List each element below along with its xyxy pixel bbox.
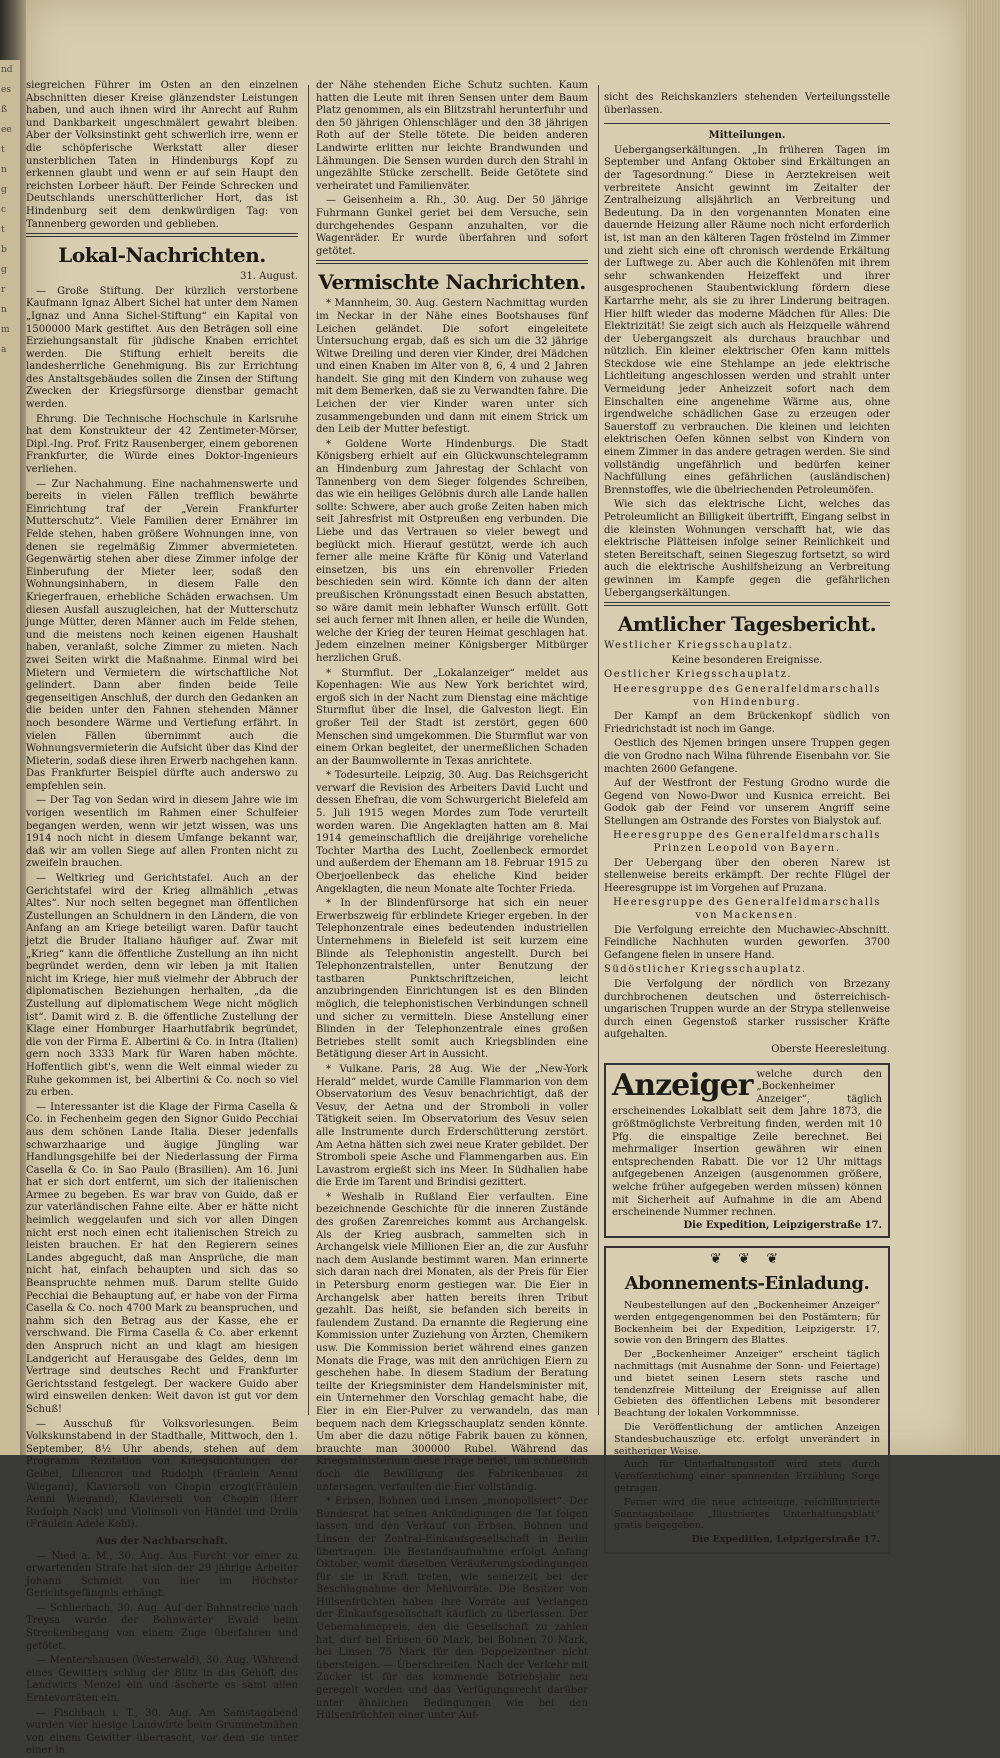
left-page-fragment: n bbox=[0, 160, 20, 180]
article-paragraph: — Große Stiftung. Der kürzlich verstorbene Kaufmann Ignaz Albert Sichel hat unter dem Namen „Ignaz und Anna Sichel-Stiftung“ ein Kapital von 1500000 Mark gestiftet. Aus den Beträgen soll eine Erziehungsanstalt für jüdische Knaben errichtet werden. Die Stiftung erhielt bereits die landesherrliche Genehmigung. Bis zur Errichtung des Anstaltsgebäudes sollen die Zinsen der Stiftung Zwecken der Kriegsfürsorge dienstbar gemacht werden. bbox=[26, 286, 298, 412]
article-paragraph: * Goldene Worte Hindenburgs. Die Stadt Königsberg erhielt auf ein Glückwunschtelegramm an Hindenburg zum Jahrestag der Schlacht von Tannenberg von dem Sieger folgendes Schreiben, das wie ein heiliges Gelöbnis durch alle Lande hallen sollte: Schwere, aber auch große Zeiten haben mich seit Jahresfrist mit Ostpreußen eng verbunden. Die Liebe und das Vertrauen so vieler bewegt und beglückt mich. Hierauf gestützt, werde ich auch ferner alle meine Kräfte für König und Vaterland einsetzen, bis uns ein ehrenvoller Frieden beschieden sein wird. Könnte ich dann der alten preußischen Krönungsstadt einen Besuch abstatten, so wäre damit mein lebhafter Wunsch erfüllt. Gott sei auch ferner mit Ihnen allen, er heile die Wunden, welche der Krieg der teuren Heimat geschlagen hat. Jedem einzelnen meiner Königsberger Mitbürger herzlichen Gruß. bbox=[316, 439, 588, 666]
lokal-date: 31. August. bbox=[26, 271, 298, 284]
abo-text bbox=[614, 1300, 880, 1532]
abo-paragraph: Ferner wird die neue achtseitige, reichillustrierte Sonntagsbeilage „Illustriertes Unterhaltungsblatt“ gratis beigegeben. bbox=[614, 1497, 880, 1532]
article-paragraph: * Vulkane. Paris, 28 Aug. Wie der „New-York Herald“ meldet, wurde Camille Flammarion von dem Observatorium des Vesuv benachrichtigt, daß der Vesuv, der Aetna und der Stromboli in voller Tätigkeit seien. Im Observatorium des Vesuv seien alle Instrumente durch Erderschütterung zerstört. Am Aetna hätten sich zwei neue Krater gebildet. Der Stromboli speie Asche und Flammengarben aus. Ein Lavastrom ergießt sich ins Meer. In Südhalien habe die Erde im Tarent und Brindisi gezittert. bbox=[316, 1064, 588, 1190]
article-paragraph: — Zur Nachahmung. Eine nachahmenswerte und bereits in vielen Fällen trefflich bewährte Einrichtung traf der „Verein Frankfurter Mutterschutz“. Viele Familien derer Ernährer im Felde stehen, haben größere Wohnungen inne, von denen sie regelmäßig Zimmer abvermieteten. Gegenwärtig stehen aber diese Zimmer infolge der Einberufung der Mieter leer, sodaß den Wohnungsinhabern, in diesem Falle den Kriegerfrauen, erhebliche Schäden erwachsen. Um diesen Ausfall auszugleichen, hat der Mutterschutz junge Mütter, deren Männer auch im Felde stehen, und die meistens noch keinen eigenen Haushalt haben, veranlaßt, solche Zimmer zu mieten. Nach zwei Seiten wirkt die Maßnahme. Einmal wird bei Mietern und Vermietern die wirtschaftliche Not gelindert. Dann aber finden beide Teile gegenseitigen Anschluß, der durch den Gedanken an die beiden unter den Fahnen stehenden Männer noch besondere Wärme und Vertiefung erfährt. In vielen Fällen übernimmt auch die Wohnungsvermieterin die Aufsicht über das Kind der Mieterin, sodaß diese ihren Erwerb nachgehen kann. Das Frankfurter Beispiel dürfte auch anderswo zu empfehlen sein. bbox=[26, 479, 298, 794]
report-line: Keine besonderen Ereignisse. bbox=[604, 655, 890, 668]
vermischte-heading: Vermischte Nachrichten. bbox=[316, 270, 588, 294]
tagesbericht-text bbox=[604, 640, 890, 1056]
abo-paragraph: Auch für Unterhaltungsstoff wird stets durch Veröffentlichung einer spannenden Erzählung Sorge getragen. bbox=[614, 1459, 880, 1494]
left-page-fragment: c bbox=[0, 200, 20, 220]
report-line: Oberste Heeresleitung. bbox=[604, 1044, 890, 1057]
abo-paragraph: Der „Bockenheimer Anzeiger“ erscheint täglich nachmittags (mit Ausnahme der Sonn- und Feiertage) und bietet seinen Lesern stets rasche und tendenzfreie Mitteilung der Ereignisse auf allen Gebieten des öffentlichen Lebens mit besonderer Beachtung der lokalen Vorkommnisse. bbox=[614, 1349, 880, 1420]
column-1 bbox=[26, 80, 298, 1410]
article-paragraph: * Sturmflut. Der „Lokalanzeiger“ meldet aus Kopenhagen: Wie aus New York berichtet wird, ergoß sich in der Nacht zum Dienstag eine mächtige Sturmflut über die Insel, die Galveston liegt. Ein großer Teil der Stadt ist zerstört, gegen 600 Menschen sind umgekommen. Die Sturmflut war von einem Orkan begleitet, der unermeßlichen Schaden an der Baumwollernte in Texas anrichtete. bbox=[316, 668, 588, 769]
article-paragraph: — Schlierbach, 30. Aug. Auf der Bahnstrecke nach Treysa wurde der Bohnwärter Ewald beim Streckenbegang von einem Zuge überfahren und getötet. bbox=[26, 1603, 298, 1653]
left-page-fragment: nd bbox=[0, 60, 20, 80]
lokal-articles bbox=[26, 286, 298, 1532]
left-page-edge bbox=[0, 60, 20, 1455]
left-page-fragment: b bbox=[0, 240, 20, 260]
article-paragraph: * Todesurteile. Leipzig, 30. Aug. Das Reichsgericht verwarf die Revision des Arbeiters David Lucht und dessen Ehefrau, die vom Schwurgericht Bielefeld am 5. Juli 1915 wegen Mordes zum Tode verurteilt worden waren. Die Angeklagten hatten am 8. Mai 1914 gemeinschaftlich die dreijährige voreheliche Tochter Martha des Lucht, Zoellenbeck ermordet und außerdem der Ehemann am 18. Februar 1915 zu Oberjoellenbeck das eheliche Kind beider Angeklagten, die neun Monate alte Tochter Frieda. bbox=[316, 770, 588, 896]
report-line: Auf der Westfront der Festung Grodno wurde die Gegend von Nowo-Dwor und Kusnica erreicht. Bei Godok gab der Feind vor unserem Angriff seine Stellungen am Ostrande des Forstes von Bialystok auf. bbox=[604, 778, 890, 828]
left-page-fragment: n bbox=[0, 300, 20, 320]
left-page-fragment: ee bbox=[0, 120, 20, 140]
report-line: Oestlich des Njemen bringen unsere Truppen gegen die von Grodno nach Wilna führende Eisenbahn vor. Sie machten 2600 Gefangene. bbox=[604, 738, 890, 776]
nachbarschaft-articles bbox=[26, 1551, 298, 1758]
left-page-fragment: ß bbox=[0, 100, 20, 120]
report-line: Die Verfolgung erreichte den Muchawiec-Abschnitt. Feindliche Nachhuten wurden geworfen. 3700 Gefangene fielen in unsere Hand. bbox=[604, 925, 890, 963]
abo-heading: Abonnements-Einladung. bbox=[614, 1272, 880, 1296]
col2-intro: der Nähe stehenden Eiche Schutz suchten. Kaum hatten die Leute mit ihren Sensen unter dem Baum Platz genommen, als ein Blitzstrahl herunterfuhr und den 50 jährigen Ohlenschläger und den 38 jährigen Roth auf der Stelle tötete. Die beiden anderen Landwirte erlitten nur leichte Brandwunden und Lähmungen. Die Sensen wurden durch den Strahl in ungezählte Stücke zerschellt. Beide Getötete sind verheiratet und Familienväter. bbox=[316, 80, 588, 193]
ornament: ❦ ❦ ❦ bbox=[614, 1254, 880, 1266]
column-rule bbox=[598, 85, 599, 1415]
col3-intro: sicht des Reichskanzlers stehenden Verteilungsstelle überlassen. bbox=[604, 92, 890, 117]
left-page-fragment: t bbox=[0, 140, 20, 160]
abo-paragraph: Neubestellungen auf den „Bockenheimer Anzeiger“ werden entgegengenommen bei den Postämtern; für Bockenheim bei der Expedition, Leipzigerstr. 17, sowie von den Bringern des Blattes. bbox=[614, 1300, 880, 1347]
article-paragraph: * Erbsen, Bohnen und Linsen „monopolisiert“. Der Bundesrat hat seinen Ankündigungen die Tat folgen lassen und den Verkauf von Erbsen, Bohnen und Linsen der Zentral-Einkaufsgesellschaft in Berlin übertragen. Die Bestandsaufnahme erfolgt Anfang Oktober, womit dieselben Veräußerungsbedingungen für sie in Kraft treten, wie seinerzeit bei der Beschlagnahme der Mehlvorräte. Die Besitzer von Hülsenfrüchten haben ihre Vorräte auf Verlangen der Einkaufsgesellschaft käuflich zu überlassen. Der Uebernahmepreis, den die Gesellschaft zu zahlen hat, darf bei Erbsen 60 Mark, bei Bohnen 70 Mark, bei Linsen 75 Mark für den Doppelzentner nicht übersteigen. — Überschreiten. Nach der Verkehr mit Zucker ist für das kommende Betriebsjahr neu geregelt worden und das Verfügungsrecht darüber unter ähnlichen Bedingungen wie bei den Hülsenfrüchten einer unter Auf- bbox=[316, 1496, 588, 1723]
article-paragraph: * In der Blindenfürsorge hat sich ein neuer Erwerbszweig für erblindete Krieger ergeben. In der Telephonzentrale eines bedeutenden industriellen Unternehmens in Bielefeld ist seit kurzem eine Blinde als Telephonistin angestellt. Durch bei Telephonzentralstellen, unter Benutzung der tastbaren Punktschriftzeichen, leicht anzubringenden Einrichtungen ist es den Blinden möglich, die telephonistischen Verbindungen schnell und sicher zu vermitteln. Diese Anstellung einer Blinden in der Telephonzentrale eines großen Betriebes stellt somit auch Kriegsblinden eine Betätigung dieser Art in Aussicht. bbox=[316, 898, 588, 1062]
nachbarschaft-heading: Aus der Nachbarschaft. bbox=[26, 1536, 298, 1549]
article-paragraph: * Weshalb in Rußland Eier verfaulten. Eine bezeichnende Geschichte für die inneren Zustände des großen Zarenreiches kommt aus Archangelsk. Als der Krieg ausbrach, sammelten sich in Archangelsk viele Millionen Eier an, die zur Ausfuhr nach dem Auslande bestimmt waren. Man erinnerte sich daran nach drei Monaten, als der Preis für Eier in Petersburg enorm gestiegen war. Die Eier in Archangelsk aber hatten bereits ihren Tribut gezahlt. Das heißt, sie befanden sich bereits in faulendem Zustand. Da ernannte die Regierung eine Kommission unter Zuziehung von Ärzten, Chemikern usw. Die Kommission beriet während eines ganzen Monats die Frage, was mit den anrüchigen Eiern zu geschehen habe. In diesem Stadium der Beratung teilte der Kriegsminister dem Handelsminister mit, ein Unternehmer den Vorschlag gemacht habe, die Eier in ein Eier-Pulver zu verwandeln, das man bequem nach dem Kriegsschauplatz senden könnte. Um aber die dazu nötige Fabrik bauen zu können, brauchte man 300000 Rubel. Während das Kriegsministerium diese Frage beriet, um schließlich doch die Bewilligung des Fabrikenbaues zu untersagen, verfaulten die Eier vollständig. bbox=[316, 1192, 588, 1494]
anzeiger-word: Anzeiger bbox=[612, 1069, 752, 1103]
left-page-fragment: r bbox=[0, 280, 20, 300]
article-paragraph: — Interessanter ist die Klage der Firma Casella & Co. in Fechenheim gegen den Signor Guido Pecchiai aus dem schönen Lande Italia. Dieser jedenfalls schwarzhaarige und äugige Jüngling war Handlungsgehilfe bei der Niederlassung der Firma Casella & Co. in Sao Paulo (Brasilien). Am 16. Juni hat er sich dort entfernt, um sich der italienischen Armee zu begeben. Es war brav von Guido, daß er zur vaterländischen Fahne eilte. Aber er hätte nicht heimlich weggelaufen und sich vor allen Dingen nicht erst noch einen echt italienischen Streich zu leisten brauchen. Er hat den Regierern seines Landes abgegucht, daß man Ansprüche, die man nicht hat, einfach behaupten und sich das so Beanspruchte nehmen muß. Darum stellte Guido Pecchiai die Behauptung auf, er habe von der Firma Casella & Co. noch 4700 Mark zu beanspruchen, und nahm sich den Betrag aus der Kasse, ehe er verschwand. Die Firma Casella & Co. aber erkennt den Anspruch nicht an und klagt am hiesigen Landgericht auf Herausgabe des Geldes, denn im Vertrage sind deutsches Recht und Frankfurter Gerichtsstand festgelegt. Der wackere Guido aber wird einsweilen denken: Weit davon ist gut vor dem Schuß! bbox=[26, 1102, 298, 1417]
report-line: Heeresgruppe des Generalfeldmarschalls von Hindenburg. bbox=[604, 684, 890, 709]
tagesbericht-heading: Amtlicher Tagesbericht. bbox=[604, 612, 890, 636]
left-page-fragment: t bbox=[0, 220, 20, 240]
report-line: Heeresgruppe des Generalfeldmarschalls Prinzen Leopold von Bayern. bbox=[604, 830, 890, 855]
left-page-fragment: a bbox=[0, 340, 20, 360]
column-2 bbox=[316, 80, 588, 1410]
divider bbox=[604, 602, 890, 606]
page-stack-edge bbox=[966, 0, 1000, 1455]
article-paragraph: Wie sich das elektrische Licht, welches das Petroleumlicht an Billigkeit übertrifft, Eingang selbst in die kleinsten Wohnungen verschafft hat, wie das elektrische Plätteisen infolge seiner Reinlichkeit und steten Bereitschaft, seinen Siegeszug fortsetzt, so wird auch die elektrische Aushilfsheizung an Verbreitung gewinnen im Kampfe gegen die gefährlichen Uebergangserkältungen. bbox=[604, 499, 890, 600]
column-rule bbox=[308, 85, 309, 1415]
divider bbox=[26, 233, 298, 237]
article-paragraph: — Der Tag von Sedan wird in diesem Jahre wie im vorigen wesentlich im Rahmen einer Schulfeier begangen werden, wenn wir jetzt wissen, was uns 1914 noch nicht in diesem Umfange bekannt war, daß wir am vollen Siege auf allen Fronten nicht zu zweifeln brauchen. bbox=[26, 795, 298, 871]
abonnement-box bbox=[604, 1246, 890, 1554]
column-3 bbox=[604, 92, 890, 1412]
abo-paragraph: Die Veröffentlichung der amtlichen Anzeigen Standesbuchauszüge etc. erfolgt unverändert in seitheriger Weise. bbox=[614, 1422, 880, 1457]
col2-intro2: — Geisenheim a. Rh., 30. Aug. Der 50 jährige Fuhrmann Gunkel geriet bei dem Versuche, sein durchgehendes Gespann anzuhalten, vor die Wagenräder. Er wurde überfahren und sofort getötet. bbox=[316, 195, 588, 258]
lokal-heading: Lokal-Nachrichten. bbox=[26, 243, 298, 267]
anzeiger-sign: Die Expedition, Leipzigerstraße 17. bbox=[612, 1220, 882, 1233]
mitteilungen-heading: Mitteilungen. bbox=[604, 130, 890, 143]
anzeiger-advert bbox=[604, 1063, 890, 1239]
mitteilungen-text bbox=[604, 145, 890, 600]
abo-sign: Die Expedition, Leipzigerstraße 17. bbox=[614, 1534, 880, 1546]
report-line: Westlicher Kriegsschauplatz. bbox=[604, 640, 890, 653]
report-line: Oestlicher Kriegsschauplatz. bbox=[604, 669, 890, 682]
article-paragraph: — Weltkrieg und Gerichtstafel. Auch an der Gerichtstafel wird der Krieg allmählich „etwas Altes“. Nur noch selten begegnet man öffentlichen Zustellungen an Schuldnern in den Ländern, die von Anfang an am Kriege beteiligt waren. Dafür taucht jetzt die Bruder Italiano häufiger auf. Zwar mit „Krieg“ kann die öffentliche Zustellung an ihn nicht begründet werden, denn wir leben ja mit Italien nicht im Kriege, hier muß vielmehr der Abbruch der diplomatischen Beziehungen herhalten, „da die Zustellung auf diplomatischem Wege nicht möglich ist“. Damit wird z. B. die öffentliche Zustellung der Klage einer Homburger Haarhutfabrik begründet, die von der Firma E. Albertini & Co. in Intra (Italien) gern noch 3333 Mark für Waren haben möchte. Hoffentlich gibt's, wenn die Welt einmal wieder zu Ruhe gekommen ist, bei Albertini & Co. noch so viel zu erben. bbox=[26, 873, 298, 1100]
divider bbox=[604, 123, 890, 124]
article-paragraph: — Fischbach i. T., 30. Aug. Am Samstagabend wurden vier hiesige Landwirte beim Grummetmähen von einem Gewitter überrascht, vor dem sie unter einer in bbox=[26, 1708, 298, 1758]
article-paragraph: Uebergangserkältungen. „In früheren Tagen im September und Anfang Oktober sind Erkältungen an der Tagesordnung.“ Diese in Aerztekreisen weit verbreitete Ansicht gewinnt im Zeitalter der Zentralheizung allsjährlich an Verbreitung und Bedeutung. Da in den vorgenannten Monaten eine dauernde Heizung aller Räume noch nicht erforderlich ist, ist man an den kälteren Tagen fröstelnd im Zimmer und zieht sich eine oft chronisch werdende Erkältung der Luftwege zu. Aber auch die Kohlenöfen mit ihrem sehr schwankenden Heizeffekt und ihrer ausgesprochenen Staubentwicklung fördern diese Kartarrhe mehr, als sie zu ihrer Linderung beitragen. Hier hilft wieder das moderne Mädchen für Alles: Die Elektrizität! Sie zeigt sich auch als Heizquelle während der Uebergangszeit als durchaus brauchbar und nützlich. Ein kleiner elektrischer Ofen kann mittels Steckdose wie eine Stehlampe an jede elektrische Lichtleitung angeschlossen werden und strahlt unter Vermeidung jeder Anheizzeit sofort nach dem Einschalten eine angenehme Wärme aus, ohne irgendwelche schädlichen Gase zu erzeugen oder Sauerstoff zu verbrauchen. Die kleinen und leichten elektrischen Oefen können selbst von Kindern von einem Zimmer in das andere getragen werden. Sie sind vollständig ungefährlich und bedürfen keiner Nachfüllung eines gefährlichen (ausländischen) Brennstoffes, wie die übelriechenden Petroleumöfen. bbox=[604, 145, 890, 498]
article-paragraph: — Nied a. M., 30. Aug. Aus Furcht vor einer zu erwartenden Strafe hat sich der 29 jährige Arbeiter Johann Schmidt von hier im Höchster Gerichtsgefängnis erhängt. bbox=[26, 1551, 298, 1601]
report-line: Südöstlicher Kriegsschauplatz. bbox=[604, 964, 890, 977]
vermischte-articles bbox=[316, 298, 588, 1723]
article-paragraph: * Mannheim, 30. Aug. Gestern Nachmittag wurden im Neckar in der Nähe eines Bootshauses fünf Leichen geländet. Die sofort eingeleitete Untersuchung ergab, daß es sich um die 32 jährige Witwe Dreiling und deren vier Kinder, drei Mädchen und einen Knaben im Alter von 8, 6, 4 und 2 Jahren handelt. Sie ging mit den Kindern von zuhause weg mit dem Bemerken, daß sie zu Verwandten fahre. Die Leichen der vier Kinder waren unter sich zusammengebunden und dann mit einem Strick um den Leib der Mutter befestigt. bbox=[316, 298, 588, 437]
report-line: Der Uebergang über den oberen Narew ist stellenweise bereits erkämpft. Der rechte Flügel der Heeresgruppe ist im Vorgehen auf Pruzana. bbox=[604, 858, 890, 896]
anzeiger-text: welche durch den „Bockenheimer Anzeiger“, täglich erscheinendes Lokalblatt seit dem Jahre 1873, die größtmöglichste Verbreitung finden, werden mit 10 Pfg. die einspaltige Zeile berechnet. Bei mehrmaliger Insertion gewähren wir einen entsprechenden Rabatt. Die vor 12 Uhr mittags aufgegebenen Anzeigen (ausgenommen größere, welche früher aufgegeben werden müssen) können mit Sicherheit auf Aufnahme in die am Abend erscheinende Nummer rechnen. bbox=[612, 1069, 882, 1219]
article-paragraph: — Mentershausen (Westerwald), 30. Aug. Während eines Gewitters schlug der Blitz in das Gehöft des Landwirts Menzel ein und äscherte es samt allen Erntevorräten ein. bbox=[26, 1655, 298, 1705]
report-line: Heeresgruppe des Generalfeldmarschalls von Mackensen. bbox=[604, 897, 890, 922]
left-page-fragment: es bbox=[0, 80, 20, 100]
left-page-fragment: g bbox=[0, 260, 20, 280]
report-line: Der Kampf an dem Brückenkopf südlich von Friedrichstadt ist noch im Gange. bbox=[604, 711, 890, 736]
col1-intro: siegreichen Führer im Osten an den einzelnen Abschnitten dieser Kreise glänzendster Leistungen haben, und auch ihnen wird ihr Anrecht auf Ruhm und Dankbarkeit ungeschmälert gewahrt bleiben. Aber der Volksinstinkt geht schwerlich irre, wenn er die schöpferische Werkstatt aller dieser unsterblichen Taten in Hindenburgs Kopf zu erkennen glaubt und wenn er auf sein Haupt den reichsten Lorbeer häuft. Der Feinde Schrecken und Deutschlands unerschütterlicher Hort, das ist Hindenburg seit dem denkwürdigen Tag: von Tannenberg geworden und geblieben. bbox=[26, 80, 298, 231]
report-line: Die Verfolgung der nördlich von Brzezany durchbrochenen deutschen und österreichisch-ungarischen Truppen wurde an der Strypa stellenweise durch einen Gegenstoß starker russischer Kräfte aufgehalten. bbox=[604, 979, 890, 1042]
divider bbox=[316, 260, 588, 264]
left-page-fragment: m bbox=[0, 320, 20, 340]
left-page-fragment: g bbox=[0, 180, 20, 200]
article-paragraph: — Ausschuß für Volksvorlesungen. Beim Volkskunstabend in der Stadthalle, Mittwoch, den 1. September, 8½ Uhr abends, stehen auf dem Programm Rezitation von Kriegsdichtungen der Geibel, Liliencron und Rudolph (Fräulein Aenni Wiegand), Klaviersoli von Chopin erzogl(Fräulein Aenni Wiegand), Klaviersoli von Chopin (Herr Rudolph Nack) und Violinsoli von Händel und Drdla (Fräulein Adele Kohl). bbox=[26, 1419, 298, 1532]
article-paragraph: Ehrung. Die Technische Hochschule in Karlsruhe hat dem Konstrukteur der 42 Zentimeter-Mörser, Dipl.-Ing. Prof. Fritz Rausenberger, einem geborenen Frankfurter, die Würde eines Doktor-Ingenieurs verliehen. bbox=[26, 414, 298, 477]
